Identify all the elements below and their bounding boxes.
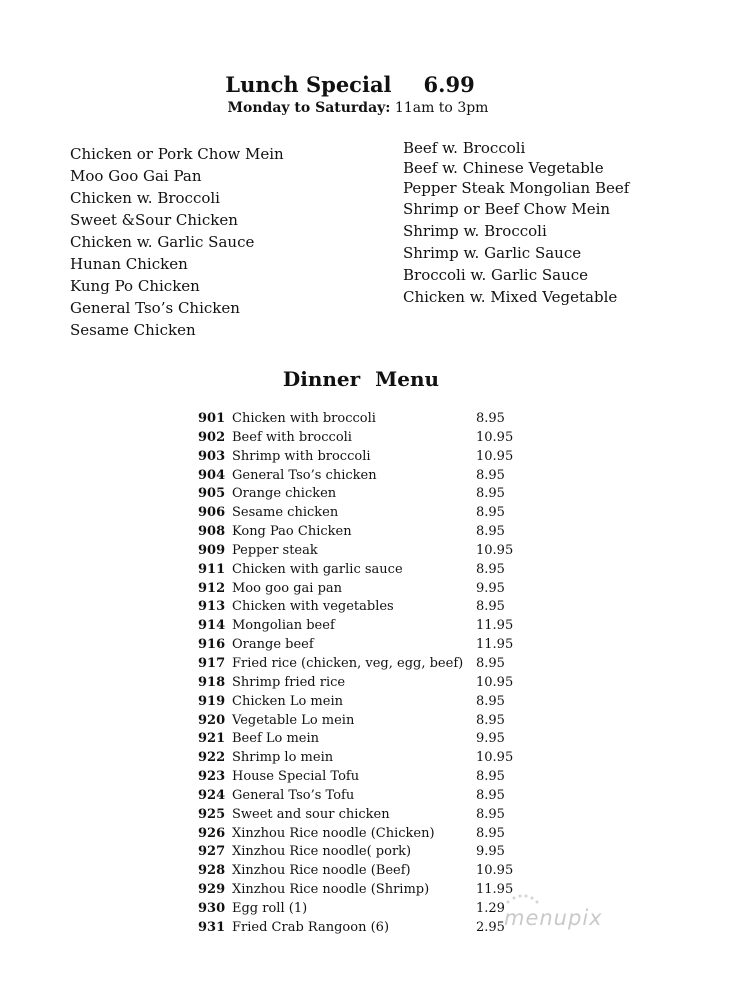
dinner-item-row bbox=[0, 429, 729, 448]
dinner-item-number: 908 bbox=[198, 524, 226, 540]
dinner-item-row bbox=[0, 712, 729, 731]
dinner-item-row bbox=[0, 749, 729, 768]
dinner-item-name: Shrimp with broccoli bbox=[232, 448, 371, 464]
dinner-item-name: Beef with broccoli bbox=[232, 429, 352, 445]
dinner-item-price: 8.95 bbox=[476, 505, 505, 521]
dinner-item-price: 8.95 bbox=[476, 712, 505, 728]
watermark-text: menupix bbox=[504, 906, 603, 930]
dinner-item-row bbox=[0, 655, 729, 674]
lunch-item: Chicken w. Mixed Vegetable bbox=[403, 288, 618, 306]
dinner-item-name: Xinzhou Rice noodle (Shrimp) bbox=[232, 882, 430, 898]
lunch-item: Kung Po Chicken bbox=[70, 277, 200, 295]
dinner-item-number: 903 bbox=[198, 448, 226, 464]
menupix-watermark bbox=[498, 900, 618, 936]
dinner-item-name: Sesame chicken bbox=[232, 505, 339, 521]
dinner-item-row bbox=[0, 598, 729, 617]
dinner-item-row bbox=[0, 617, 729, 636]
dinner-item-number: 917 bbox=[198, 655, 226, 671]
dinner-item-name: Chicken with vegetables bbox=[232, 599, 394, 615]
dinner-item-price: 11.95 bbox=[476, 882, 514, 898]
dinner-item-number: 926 bbox=[198, 825, 226, 841]
lunch-hours-time: 11am to 3pm bbox=[394, 100, 489, 116]
dinner-item-price: 8.95 bbox=[476, 486, 505, 502]
dinner-item-number: 925 bbox=[198, 806, 226, 822]
dinner-item-name: Shrimp lo mein bbox=[232, 750, 334, 766]
dinner-item-number: 901 bbox=[198, 411, 226, 426]
dinner-item-row bbox=[0, 825, 729, 844]
dinner-item-name: Beef Lo mein bbox=[232, 731, 320, 747]
dinner-item-number: 905 bbox=[198, 486, 226, 502]
dinner-item-name: Chicken with garlic sauce bbox=[232, 561, 403, 577]
dinner-item-price: 8.95 bbox=[476, 561, 505, 577]
dinner-item-row bbox=[0, 843, 729, 862]
dinner-item-row bbox=[0, 862, 729, 881]
dinner-item-price: 10.95 bbox=[476, 863, 514, 879]
lunch-item: Shrimp or Beef Chow Mein bbox=[403, 200, 611, 218]
dinner-item-price: 9.95 bbox=[476, 844, 505, 860]
dinner-item-name: Chicken Lo mein bbox=[232, 693, 343, 709]
lunch-item: Pepper Steak Mongolian Beef bbox=[403, 179, 630, 197]
dinner-item-name: Chicken with broccoli bbox=[232, 411, 376, 426]
dinner-item-number: 906 bbox=[198, 505, 226, 521]
dinner-item-number: 913 bbox=[198, 599, 226, 615]
dinner-item-price: 10.95 bbox=[476, 429, 514, 445]
dinner-item-price: 10.95 bbox=[476, 674, 514, 690]
dinner-item-number: 920 bbox=[198, 712, 226, 728]
dinner-item-price: 11.95 bbox=[476, 618, 514, 634]
dinner-item-number: 923 bbox=[198, 769, 226, 785]
dinner-item-row bbox=[0, 410, 729, 429]
lunch-item: Beef w. Broccoli bbox=[403, 139, 526, 157]
dinner-item-name: General Tso’s chicken bbox=[232, 467, 377, 483]
dinner-item-price: 11.95 bbox=[476, 637, 514, 653]
dinner-item-name: Moo goo gai pan bbox=[232, 580, 343, 596]
dinner-item-row bbox=[0, 580, 729, 599]
dinner-item-number: 916 bbox=[198, 637, 226, 653]
lunch-item: Shrimp w. Garlic Sauce bbox=[403, 244, 582, 262]
dinner-item-row bbox=[0, 561, 729, 580]
dinner-item-name: Mongolian beef bbox=[232, 618, 335, 634]
dinner-item-number: 931 bbox=[198, 919, 226, 935]
lunch-item: Chicken or Pork Chow Mein bbox=[70, 145, 284, 163]
dinner-item-price: 8.95 bbox=[476, 467, 505, 483]
dinner-item-price: 10.95 bbox=[476, 542, 514, 558]
dinner-menu-title: Dinner Menu bbox=[282, 367, 440, 391]
dinner-item-name: House Special Tofu bbox=[232, 769, 360, 785]
dinner-item-price: 9.95 bbox=[476, 580, 505, 596]
dinner-item-name: General Tso’s Tofu bbox=[232, 787, 355, 803]
dinner-item-name: Sweet and sour chicken bbox=[232, 806, 390, 822]
dinner-item-number: 929 bbox=[198, 882, 226, 898]
dinner-item-name: Orange beef bbox=[232, 637, 314, 653]
dinner-item-row bbox=[0, 730, 729, 749]
dinner-item-name: Xinzhou Rice noodle( pork) bbox=[232, 844, 412, 860]
dinner-item-row bbox=[0, 467, 729, 486]
lunch-item: Beef w. Chinese Vegetable bbox=[403, 159, 604, 177]
dinner-item-price: 10.95 bbox=[476, 750, 514, 766]
dinner-item-name: Shrimp fried rice bbox=[232, 674, 346, 690]
dinner-item-number: 921 bbox=[198, 731, 226, 747]
dinner-item-row bbox=[0, 504, 729, 523]
lunch-item: Sweet &Sour Chicken bbox=[70, 211, 238, 229]
dinner-item-name: Orange chicken bbox=[232, 486, 337, 502]
lunch-item: Hunan Chicken bbox=[70, 255, 188, 273]
lunch-item: Chicken w. Broccoli bbox=[70, 189, 220, 207]
dinner-item-price: 10.95 bbox=[476, 448, 514, 464]
dinner-item-number: 930 bbox=[198, 900, 226, 916]
dinner-item-name: Egg roll (1) bbox=[232, 900, 308, 916]
dinner-item-name: Kong Pao Chicken bbox=[232, 524, 352, 540]
dinner-item-number: 914 bbox=[198, 618, 226, 634]
dinner-item-name: Xinzhou Rice noodle (Chicken) bbox=[232, 825, 435, 841]
lunch-special-price: 6.99 bbox=[423, 72, 475, 97]
dinner-item-price: 8.95 bbox=[476, 693, 505, 709]
dinner-menu-list bbox=[0, 410, 729, 938]
dinner-item-price: 8.95 bbox=[476, 411, 505, 426]
dinner-item-number: 912 bbox=[198, 580, 226, 596]
dinner-item-name: Vegetable Lo mein bbox=[232, 712, 355, 728]
dinner-item-price: 8.95 bbox=[476, 806, 505, 822]
dinner-item-price: 8.95 bbox=[476, 787, 505, 803]
lunch-item: General Tso’s Chicken bbox=[70, 299, 240, 317]
lunch-item: Broccoli w. Garlic Sauce bbox=[403, 266, 589, 284]
dinner-item-name: Fried rice (chicken, veg, egg, beef) bbox=[232, 655, 464, 671]
dinner-item-price: 8.95 bbox=[476, 825, 505, 841]
lunch-special-title: Lunch Special bbox=[225, 72, 392, 97]
dinner-item-number: 902 bbox=[198, 429, 226, 445]
lunch-item: Moo Goo Gai Pan bbox=[70, 167, 202, 185]
dinner-item-name: Xinzhou Rice noodle (Beef) bbox=[232, 863, 411, 879]
dinner-item-row bbox=[0, 806, 729, 825]
dinner-item-price: 8.95 bbox=[476, 524, 505, 540]
dinner-item-row bbox=[0, 787, 729, 806]
lunch-hours bbox=[0, 100, 716, 116]
dinner-item-row bbox=[0, 523, 729, 542]
dinner-item-name: Fried Crab Rangoon (6) bbox=[232, 919, 390, 935]
dinner-item-row bbox=[0, 636, 729, 655]
dinner-item-row bbox=[0, 919, 729, 938]
dinner-item-row bbox=[0, 448, 729, 467]
lunch-special-heading bbox=[0, 72, 700, 97]
dinner-item-price: 2.95 bbox=[476, 919, 505, 935]
dinner-item-row bbox=[0, 693, 729, 712]
dinner-item-price: 8.95 bbox=[476, 769, 505, 785]
dinner-item-price: 8.95 bbox=[476, 655, 505, 671]
lunch-right-column bbox=[403, 138, 629, 308]
dinner-item-price: 9.95 bbox=[476, 731, 505, 747]
dinner-item-row bbox=[0, 768, 729, 787]
dinner-item-row bbox=[0, 674, 729, 693]
dinner-item-row bbox=[0, 881, 729, 900]
dinner-item-number: 911 bbox=[198, 561, 226, 577]
dinner-item-number: 918 bbox=[198, 674, 226, 690]
dinner-item-row bbox=[0, 485, 729, 504]
lunch-item: Shrimp w. Broccoli bbox=[403, 222, 547, 240]
dinner-item-name: Pepper steak bbox=[232, 542, 318, 558]
lunch-hours-label: Monday to Saturday: bbox=[227, 100, 391, 116]
dinner-item-row bbox=[0, 542, 729, 561]
dinner-item-number: 927 bbox=[198, 844, 226, 860]
dinner-item-number: 904 bbox=[198, 467, 226, 483]
dinner-item-number: 919 bbox=[198, 693, 226, 709]
dinner-item-number: 909 bbox=[198, 542, 226, 558]
dinner-item-number: 924 bbox=[198, 787, 226, 803]
lunch-item: Chicken w. Garlic Sauce bbox=[70, 233, 255, 251]
lunch-left-column bbox=[70, 143, 284, 341]
dinner-item-row bbox=[0, 900, 729, 919]
lunch-item: Sesame Chicken bbox=[70, 321, 196, 339]
dinner-item-price: 8.95 bbox=[476, 599, 505, 615]
dinner-item-price: 1.29 bbox=[476, 900, 505, 916]
dinner-item-number: 928 bbox=[198, 863, 226, 879]
dinner-item-number: 922 bbox=[198, 750, 226, 766]
